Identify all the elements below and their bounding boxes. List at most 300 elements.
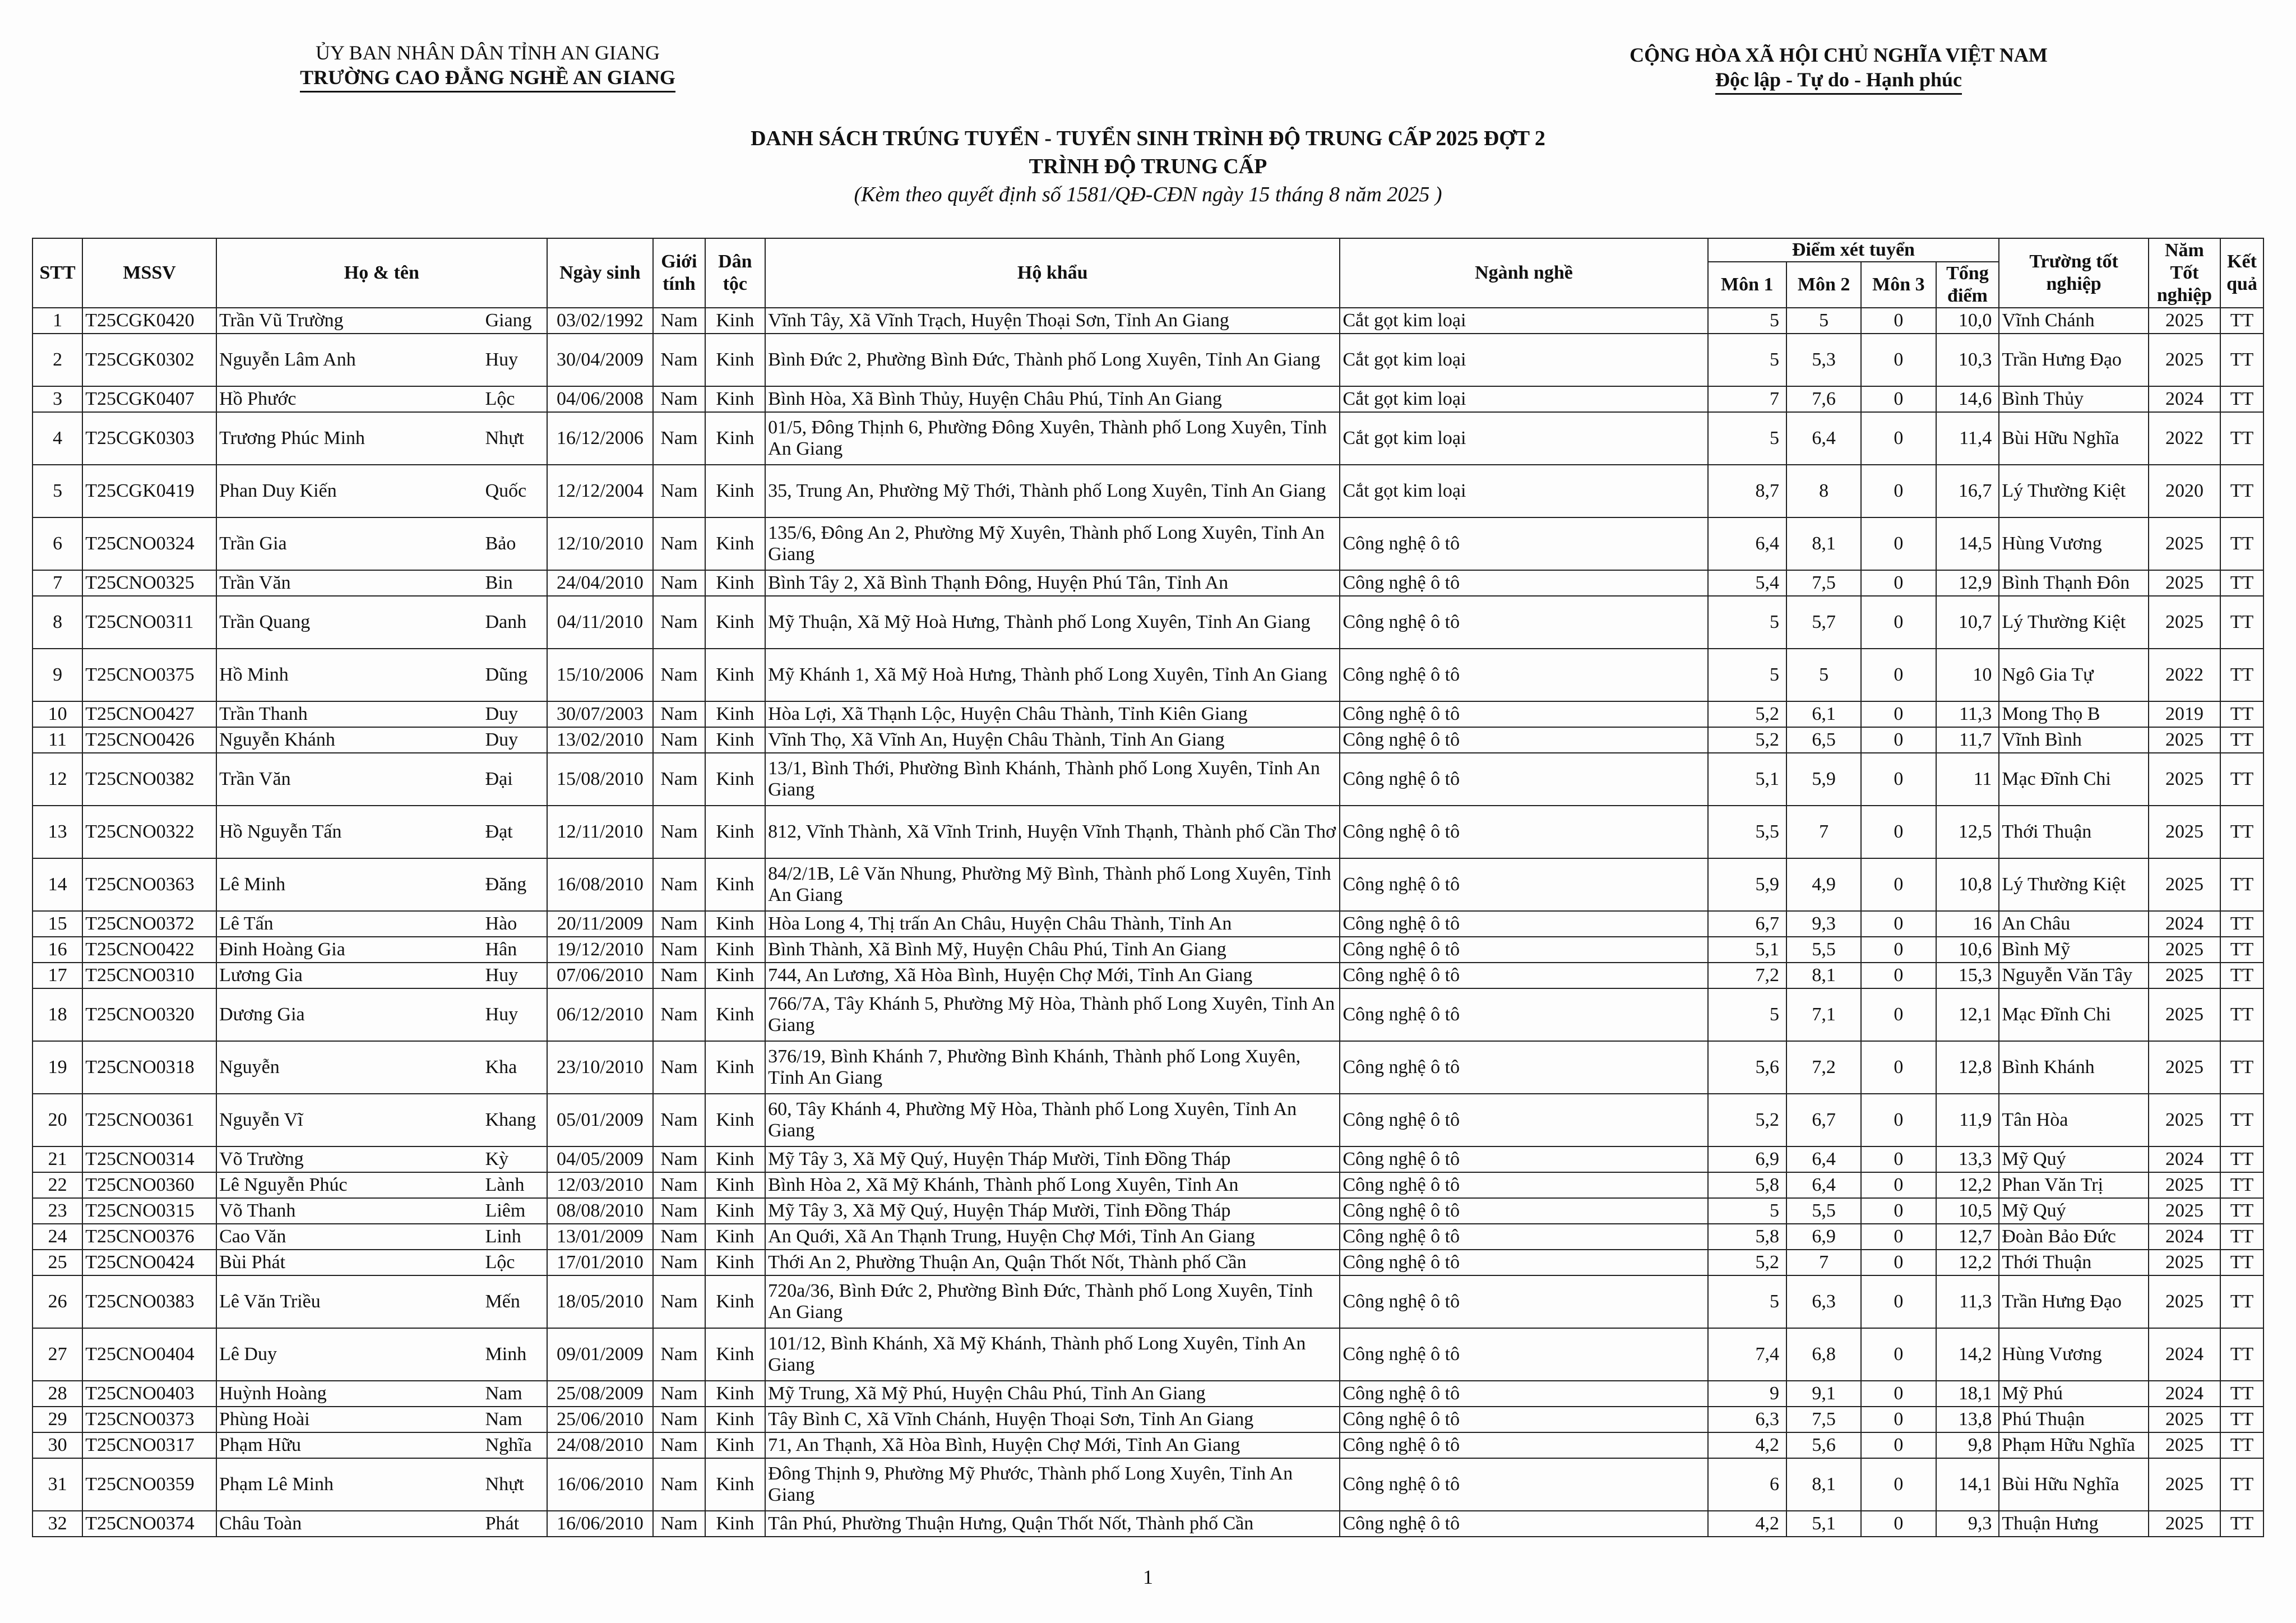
cell-m1: 4,2 <box>1708 1432 1786 1458</box>
cell-ethnic: Kinh <box>705 1094 766 1146</box>
cell-school: Phú Thuận <box>1999 1407 2149 1432</box>
cell-m2: 7,5 <box>1786 1407 1861 1432</box>
table-body <box>33 308 2263 1537</box>
cell-mssv: T25CNO0382 <box>82 753 216 806</box>
cell-gender: Nam <box>653 1328 705 1381</box>
cell-m3: 0 <box>1861 465 1936 517</box>
cell-address: 13/1, Bình Thới, Phường Bình Khánh, Thành phố Long Xuyên, Tỉnh An Giang <box>765 753 1340 806</box>
cell-m3: 0 <box>1861 649 1936 701</box>
cell-gender: Nam <box>653 412 705 465</box>
cell-school: Vĩnh Bình <box>1999 727 2149 753</box>
cell-mssv: T25CGK0303 <box>82 412 216 465</box>
cell-name <box>216 1381 547 1407</box>
cell-name <box>216 1094 547 1146</box>
cell-mssv: T25CNO0376 <box>82 1224 216 1250</box>
cell-year: 2025 <box>2149 1198 2220 1224</box>
cell-major: Công nghệ ô tô <box>1340 1328 1707 1381</box>
cell-m3: 0 <box>1861 1198 1936 1224</box>
cell-mssv: T25CNO0310 <box>82 963 216 988</box>
cell-name-first: Nguyễn Lâm Anh <box>219 349 356 370</box>
cell-m1: 8,7 <box>1708 465 1786 517</box>
cell-ethnic: Kinh <box>705 517 766 570</box>
cell-name <box>216 701 547 727</box>
table-row <box>33 649 2263 701</box>
cell-mssv: T25CNO0372 <box>82 911 216 937</box>
cell-name <box>216 911 547 937</box>
cell-m2: 8,1 <box>1786 517 1861 570</box>
cell-result: TT <box>2220 1250 2263 1275</box>
cell-ethnic: Kinh <box>705 858 766 911</box>
cell-name-given: Giang <box>485 310 532 331</box>
cell-dob: 04/11/2010 <box>547 596 654 649</box>
cell-gender: Nam <box>653 465 705 517</box>
cell-name-given: Đạt <box>485 821 513 842</box>
cell-name-first: Phạm Lê Minh <box>219 1474 334 1495</box>
cell-name <box>216 1458 547 1511</box>
cell-m3: 0 <box>1861 753 1936 806</box>
cell-dob: 16/06/2010 <box>547 1458 654 1511</box>
cell-name-given: Kha <box>485 1057 517 1078</box>
cell-name <box>216 334 547 386</box>
cell-m1: 6 <box>1708 1458 1786 1511</box>
cell-dob: 12/10/2010 <box>547 517 654 570</box>
cell-total: 12,2 <box>1936 1250 1999 1275</box>
cell-m2: 9,1 <box>1786 1381 1861 1407</box>
cell-name-first: Huỳnh Hoàng <box>219 1383 327 1404</box>
table-row <box>33 1198 2263 1224</box>
cell-stt: 11 <box>33 727 82 753</box>
cell-stt: 27 <box>33 1328 82 1381</box>
cell-name <box>216 649 547 701</box>
cell-mssv: T25CNO0374 <box>82 1511 216 1537</box>
cell-mssv: T25CNO0320 <box>82 988 216 1041</box>
cell-year: 2025 <box>2149 753 2220 806</box>
cell-m2: 5,5 <box>1786 1198 1861 1224</box>
cell-stt: 5 <box>33 465 82 517</box>
cell-year: 2025 <box>2149 1275 2220 1328</box>
cell-stt: 15 <box>33 911 82 937</box>
cell-name-given: Huy <box>485 965 519 986</box>
cell-m2: 6,1 <box>1786 701 1861 727</box>
cell-ethnic: Kinh <box>705 1224 766 1250</box>
cell-mssv: T25CNO0373 <box>82 1407 216 1432</box>
cell-m2: 5 <box>1786 649 1861 701</box>
cell-m1: 5 <box>1708 412 1786 465</box>
nation-line2: Độc lập - Tự do - Hạnh phúc <box>1715 67 1962 95</box>
cell-name-given: Danh <box>485 612 527 632</box>
cell-ethnic: Kinh <box>705 701 766 727</box>
cell-ethnic: Kinh <box>705 1041 766 1094</box>
cell-year: 2025 <box>2149 963 2220 988</box>
cell-name-first: Trần Vũ Trường <box>219 310 344 331</box>
cell-name <box>216 1407 547 1432</box>
cell-m2: 7,2 <box>1786 1041 1861 1094</box>
cell-name-given: Nhựt <box>485 428 525 448</box>
cell-stt: 2 <box>33 334 82 386</box>
cell-name-first: Võ Trường <box>219 1149 304 1169</box>
cell-m3: 0 <box>1861 1458 1936 1511</box>
cell-name <box>216 386 547 412</box>
cell-name <box>216 1432 547 1458</box>
cell-major: Công nghệ ô tô <box>1340 1198 1707 1224</box>
cell-result: TT <box>2220 753 2263 806</box>
table-row <box>33 1041 2263 1094</box>
cell-name <box>216 1275 547 1328</box>
cell-m2: 5,7 <box>1786 596 1861 649</box>
cell-result: TT <box>2220 858 2263 911</box>
cell-mssv: T25CGK0407 <box>82 386 216 412</box>
cell-m1: 5,6 <box>1708 1041 1786 1094</box>
cell-stt: 8 <box>33 596 82 649</box>
cell-name-first: Nguyễn Khánh <box>219 729 335 750</box>
cell-name-given: Khang <box>485 1109 536 1130</box>
cell-mssv: T25CNO0359 <box>82 1458 216 1511</box>
cell-m3: 0 <box>1861 412 1936 465</box>
cell-address: Bình Đức 2, Phường Bình Đức, Thành phố Long Xuyên, Tỉnh An Giang <box>765 334 1340 386</box>
cell-major: Công nghệ ô tô <box>1340 1407 1707 1432</box>
cell-m1: 7,4 <box>1708 1328 1786 1381</box>
cell-total: 11,4 <box>1936 412 1999 465</box>
cell-total: 10,8 <box>1936 858 1999 911</box>
cell-dob: 15/08/2010 <box>547 753 654 806</box>
cell-gender: Nam <box>653 1381 705 1407</box>
cell-name-given: Hào <box>485 913 517 934</box>
cell-ethnic: Kinh <box>705 465 766 517</box>
cell-dob: 12/12/2004 <box>547 465 654 517</box>
cell-address: Mỹ Khánh 1, Xã Mỹ Hoà Hưng, Thành phố Long Xuyên, Tỉnh An Giang <box>765 649 1340 701</box>
cell-mssv: T25CNO0322 <box>82 806 216 858</box>
cell-m2: 5,5 <box>1786 937 1861 963</box>
col-m2: Môn 2 <box>1786 262 1861 308</box>
cell-gender: Nam <box>653 1511 705 1537</box>
cell-ethnic: Kinh <box>705 1511 766 1537</box>
cell-gender: Nam <box>653 1432 705 1458</box>
cell-stt: 18 <box>33 988 82 1041</box>
cell-name-first: Trần Văn <box>219 572 291 593</box>
cell-year: 2025 <box>2149 1094 2220 1146</box>
cell-mssv: T25CNO0324 <box>82 517 216 570</box>
cell-m2: 6,7 <box>1786 1094 1861 1146</box>
table-row <box>33 911 2263 937</box>
cell-year: 2022 <box>2149 649 2220 701</box>
cell-ethnic: Kinh <box>705 727 766 753</box>
cell-address: Bình Thành, Xã Bình Mỹ, Huyện Châu Phú, Tỉnh An Giang <box>765 937 1340 963</box>
cell-m1: 5 <box>1708 1275 1786 1328</box>
cell-result: TT <box>2220 1041 2263 1094</box>
cell-year: 2025 <box>2149 517 2220 570</box>
cell-total: 12,8 <box>1936 1041 1999 1094</box>
cell-name <box>216 1250 547 1275</box>
cell-address: Mỹ Tây 3, Xã Mỹ Quý, Huyện Tháp Mười, Tỉnh Đồng Tháp <box>765 1198 1340 1224</box>
cell-dob: 16/08/2010 <box>547 858 654 911</box>
cell-year: 2025 <box>2149 1432 2220 1458</box>
cell-name-first: Đinh Hoàng Gia <box>219 939 345 960</box>
cell-address: Thới An 2, Phường Thuận An, Quận Thốt Nốt, Thành phố Cần <box>765 1250 1340 1275</box>
cell-name-given: Liêm <box>485 1200 526 1221</box>
cell-stt: 21 <box>33 1146 82 1172</box>
cell-gender: Nam <box>653 1041 705 1094</box>
cell-total: 11 <box>1936 753 1999 806</box>
org-line2: TRƯỜNG CAO ĐẲNG NGHỀ AN GIANG <box>300 65 675 93</box>
cell-school: Mạc Đĩnh Chi <box>1999 988 2149 1041</box>
nation-header <box>1547 43 2130 95</box>
cell-ethnic: Kinh <box>705 386 766 412</box>
cell-school: Tân Hòa <box>1999 1094 2149 1146</box>
col-ethnic: Dân tộc <box>705 238 766 308</box>
cell-ethnic: Kinh <box>705 1458 766 1511</box>
cell-stt: 7 <box>33 570 82 596</box>
cell-gender: Nam <box>653 988 705 1041</box>
cell-ethnic: Kinh <box>705 1172 766 1198</box>
cell-name-given: Quốc <box>485 480 527 501</box>
cell-stt: 22 <box>33 1172 82 1198</box>
cell-mssv: T25CNO0422 <box>82 937 216 963</box>
cell-year: 2024 <box>2149 1224 2220 1250</box>
cell-major: Cắt gọt kim loại <box>1340 308 1707 334</box>
cell-name <box>216 412 547 465</box>
cell-m3: 0 <box>1861 988 1936 1041</box>
cell-name-first: Cao Văn <box>219 1226 286 1247</box>
cell-dob: 24/08/2010 <box>547 1432 654 1458</box>
cell-address: 376/19, Bình Khánh 7, Phường Bình Khánh, Thành phố Long Xuyên, Tỉnh An Giang <box>765 1041 1340 1094</box>
cell-total: 13,8 <box>1936 1407 1999 1432</box>
col-score-group: Điểm xét tuyển <box>1708 238 1999 262</box>
cell-major: Công nghệ ô tô <box>1340 1041 1707 1094</box>
cell-major: Công nghệ ô tô <box>1340 1250 1707 1275</box>
cell-address: Mỹ Thuận, Xã Mỹ Hoà Hưng, Thành phố Long Xuyên, Tỉnh An Giang <box>765 596 1340 649</box>
cell-year: 2025 <box>2149 727 2220 753</box>
cell-school: Ngô Gia Tự <box>1999 649 2149 701</box>
cell-m1: 5,1 <box>1708 753 1786 806</box>
cell-school: Vĩnh Chánh <box>1999 308 2149 334</box>
cell-gender: Nam <box>653 753 705 806</box>
cell-dob: 04/06/2008 <box>547 386 654 412</box>
cell-dob: 05/01/2009 <box>547 1094 654 1146</box>
cell-m2: 7 <box>1786 1250 1861 1275</box>
cell-name-given: Hân <box>485 939 517 960</box>
cell-school: Bùi Hữu Nghĩa <box>1999 1458 2149 1511</box>
cell-name <box>216 858 547 911</box>
cell-result: TT <box>2220 412 2263 465</box>
cell-name <box>216 596 547 649</box>
col-address: Hộ khẩu <box>765 238 1340 308</box>
cell-year: 2024 <box>2149 1381 2220 1407</box>
cell-address: 135/6, Đông An 2, Phường Mỹ Xuyên, Thành phố Long Xuyên, Tỉnh An Giang <box>765 517 1340 570</box>
cell-m3: 0 <box>1861 1250 1936 1275</box>
title-line2: TRÌNH ĐỘ TRUNG CẤP <box>1029 155 1267 178</box>
cell-m2: 6,4 <box>1786 1172 1861 1198</box>
cell-gender: Nam <box>653 1094 705 1146</box>
cell-stt: 17 <box>33 963 82 988</box>
cell-m1: 5 <box>1708 308 1786 334</box>
cell-name-given: Nghĩa <box>485 1435 532 1455</box>
cell-gender: Nam <box>653 806 705 858</box>
cell-year: 2025 <box>2149 308 2220 334</box>
cell-result: TT <box>2220 911 2263 937</box>
cell-major: Công nghệ ô tô <box>1340 911 1707 937</box>
cell-school: Hùng Vương <box>1999 517 2149 570</box>
table-row <box>33 1275 2263 1328</box>
cell-m3: 0 <box>1861 334 1936 386</box>
cell-result: TT <box>2220 1458 2263 1511</box>
cell-year: 2025 <box>2149 937 2220 963</box>
table-row <box>33 1224 2263 1250</box>
cell-mssv: T25CGK0420 <box>82 308 216 334</box>
cell-total: 11,9 <box>1936 1094 1999 1146</box>
cell-total: 14,1 <box>1936 1458 1999 1511</box>
cell-name <box>216 465 547 517</box>
cell-name <box>216 727 547 753</box>
cell-name-first: Lê Nguyễn Phúc <box>219 1175 348 1195</box>
cell-mssv: T25CNO0424 <box>82 1250 216 1275</box>
cell-year: 2019 <box>2149 701 2220 727</box>
cell-address: Hòa Long 4, Thị trấn An Châu, Huyện Châu Thành, Tỉnh An <box>765 911 1340 937</box>
cell-stt: 24 <box>33 1224 82 1250</box>
cell-name-given: Duy <box>485 704 519 724</box>
cell-ethnic: Kinh <box>705 1250 766 1275</box>
cell-school: Mong Thọ B <box>1999 701 2149 727</box>
cell-dob: 07/06/2010 <box>547 963 654 988</box>
cell-school: Lý Thường Kiệt <box>1999 596 2149 649</box>
table-row <box>33 937 2263 963</box>
cell-result: TT <box>2220 701 2263 727</box>
table-row <box>33 1407 2263 1432</box>
cell-name-first: Phan Duy Kiến <box>219 480 337 501</box>
table-row <box>33 465 2263 517</box>
cell-dob: 25/08/2009 <box>547 1381 654 1407</box>
cell-school: Phan Văn Trị <box>1999 1172 2149 1198</box>
cell-school: Thới Thuận <box>1999 1250 2149 1275</box>
cell-result: TT <box>2220 1146 2263 1172</box>
cell-ethnic: Kinh <box>705 334 766 386</box>
cell-address: 60, Tây Khánh 4, Phường Mỹ Hòa, Thành phố Long Xuyên, Tỉnh An Giang <box>765 1094 1340 1146</box>
cell-ethnic: Kinh <box>705 1432 766 1458</box>
cell-m3: 0 <box>1861 1407 1936 1432</box>
cell-total: 10,3 <box>1936 334 1999 386</box>
cell-mssv: T25CNO0363 <box>82 858 216 911</box>
cell-gender: Nam <box>653 1275 705 1328</box>
cell-ethnic: Kinh <box>705 308 766 334</box>
cell-name-first: Nguyễn <box>219 1057 280 1078</box>
cell-total: 14,5 <box>1936 517 1999 570</box>
table-row <box>33 963 2263 988</box>
cell-m3: 0 <box>1861 1172 1936 1198</box>
cell-name-given: Bin <box>485 572 513 593</box>
cell-m2: 7,1 <box>1786 988 1861 1041</box>
cell-total: 11,7 <box>1936 727 1999 753</box>
cell-major: Cắt gọt kim loại <box>1340 412 1707 465</box>
cell-dob: 30/07/2003 <box>547 701 654 727</box>
cell-address: Tây Bình C, Xã Vĩnh Chánh, Huyện Thoại Sơn, Tỉnh An Giang <box>765 1407 1340 1432</box>
cell-name-first: Hồ Minh <box>219 664 289 685</box>
cell-m2: 6,4 <box>1786 1146 1861 1172</box>
cell-school: Đoàn Bảo Đức <box>1999 1224 2149 1250</box>
table-row <box>33 701 2263 727</box>
cell-name-given: Minh <box>485 1344 527 1365</box>
table-row <box>33 727 2263 753</box>
cell-m3: 0 <box>1861 911 1936 937</box>
cell-school: Trần Hưng Đạo <box>1999 1275 2149 1328</box>
cell-result: TT <box>2220 1198 2263 1224</box>
cell-major: Công nghệ ô tô <box>1340 1275 1707 1328</box>
cell-name-first: Nguyễn Vĩ <box>219 1109 303 1130</box>
cell-address: Vĩnh Thọ, Xã Vĩnh An, Huyện Châu Thành, Tỉnh An Giang <box>765 727 1340 753</box>
cell-result: TT <box>2220 386 2263 412</box>
cell-m3: 0 <box>1861 1432 1936 1458</box>
cell-total: 12,2 <box>1936 1172 1999 1198</box>
cell-m3: 0 <box>1861 806 1936 858</box>
cell-ethnic: Kinh <box>705 937 766 963</box>
cell-m2: 6,9 <box>1786 1224 1861 1250</box>
cell-m3: 0 <box>1861 1224 1936 1250</box>
cell-name-first: Trần Quang <box>219 612 311 632</box>
cell-name-first: Lê Văn Triều <box>219 1291 321 1312</box>
cell-gender: Nam <box>653 570 705 596</box>
cell-year: 2020 <box>2149 465 2220 517</box>
cell-name <box>216 517 547 570</box>
cell-stt: 31 <box>33 1458 82 1511</box>
cell-school: Phạm Hữu Nghĩa <box>1999 1432 2149 1458</box>
cell-name-first: Lương Gia <box>219 965 303 986</box>
cell-ethnic: Kinh <box>705 649 766 701</box>
cell-m2: 7,5 <box>1786 570 1861 596</box>
cell-m3: 0 <box>1861 1275 1936 1328</box>
cell-year: 2024 <box>2149 1328 2220 1381</box>
cell-major: Công nghệ ô tô <box>1340 1381 1707 1407</box>
cell-year: 2025 <box>2149 988 2220 1041</box>
cell-name-first: Hồ Phước <box>219 389 297 409</box>
cell-total: 9,3 <box>1936 1511 1999 1537</box>
cell-m3: 0 <box>1861 386 1936 412</box>
page-number: 1 <box>1143 1566 1153 1588</box>
cell-gender: Nam <box>653 701 705 727</box>
cell-m3: 0 <box>1861 570 1936 596</box>
cell-m1: 4,2 <box>1708 1511 1786 1537</box>
cell-address: Bình Hòa, Xã Bình Thủy, Huyện Châu Phú, Tỉnh An Giang <box>765 386 1340 412</box>
cell-dob: 04/05/2009 <box>547 1146 654 1172</box>
table-row <box>33 1094 2263 1146</box>
cell-m1: 7 <box>1708 386 1786 412</box>
table-row <box>33 517 2263 570</box>
cell-name-given: Đăng <box>485 874 527 895</box>
cell-m3: 0 <box>1861 596 1936 649</box>
cell-m3: 0 <box>1861 1041 1936 1094</box>
cell-result: TT <box>2220 963 2263 988</box>
cell-m1: 5 <box>1708 1198 1786 1224</box>
cell-school: Mỹ Phú <box>1999 1381 2149 1407</box>
cell-m3: 0 <box>1861 858 1936 911</box>
cell-m1: 5 <box>1708 649 1786 701</box>
cell-major: Công nghệ ô tô <box>1340 1432 1707 1458</box>
table-header-row <box>33 238 2263 262</box>
cell-total: 10,6 <box>1936 937 1999 963</box>
cell-school: An Châu <box>1999 911 2149 937</box>
cell-stt: 6 <box>33 517 82 570</box>
cell-gender: Nam <box>653 1172 705 1198</box>
cell-ethnic: Kinh <box>705 412 766 465</box>
cell-result: TT <box>2220 334 2263 386</box>
cell-m1: 5,2 <box>1708 1250 1786 1275</box>
cell-address: Mỹ Trung, Xã Mỹ Phú, Huyện Châu Phú, Tỉnh An Giang <box>765 1381 1340 1407</box>
cell-m1: 6,4 <box>1708 517 1786 570</box>
cell-stt: 16 <box>33 937 82 963</box>
nation-line1: CỘNG HÒA XÃ HỘI CHỦ NGHĨA VIỆT NAM <box>1630 44 2048 66</box>
cell-school: Mỹ Quý <box>1999 1146 2149 1172</box>
table-row <box>33 596 2263 649</box>
cell-name <box>216 308 547 334</box>
cell-year: 2025 <box>2149 334 2220 386</box>
cell-gender: Nam <box>653 517 705 570</box>
